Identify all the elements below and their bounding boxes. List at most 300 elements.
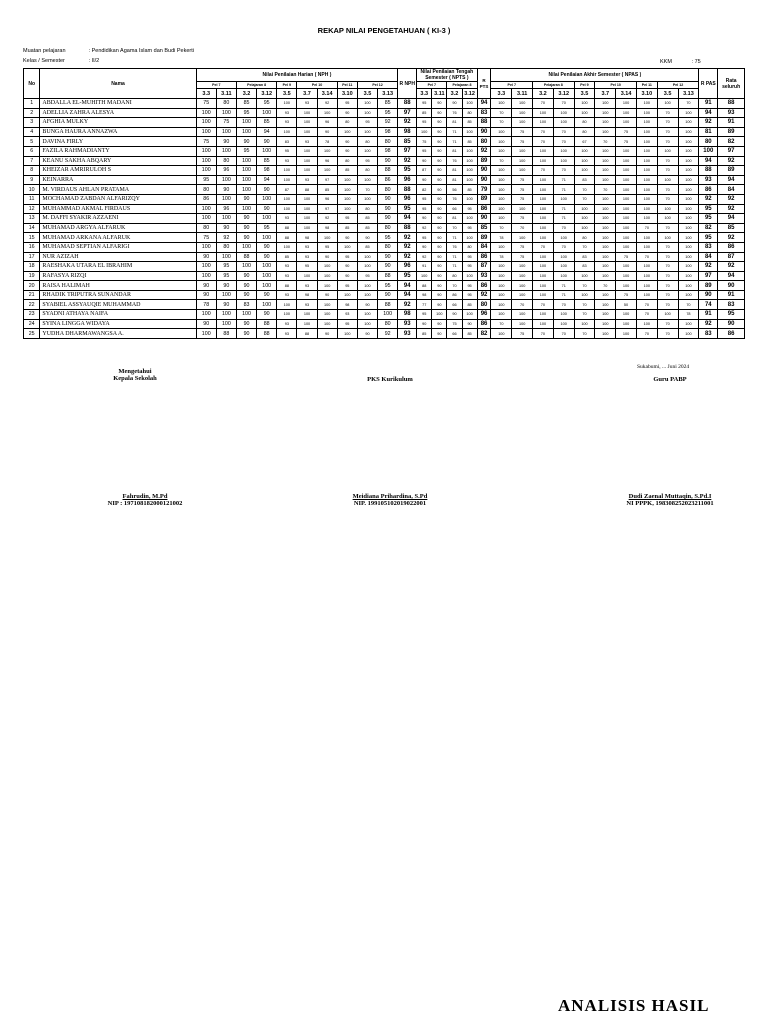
nph-score: 98 <box>337 300 357 310</box>
nph-score: 86 <box>196 194 216 204</box>
nph-score: 94 <box>257 175 277 185</box>
nph-score: 90 <box>196 252 216 262</box>
npas-score: 100 <box>491 166 512 176</box>
nph-kd-code: 3.3 <box>196 89 216 99</box>
npas-score: 70 <box>574 185 595 195</box>
nph-score: 80 <box>378 223 398 233</box>
npas-score: 100 <box>553 146 574 156</box>
npas-group-label: Pelajaran 8 <box>533 82 575 89</box>
nph-score: 90 <box>337 108 357 118</box>
npas-score: 100 <box>636 319 657 329</box>
npas-kd-code: 3.10 <box>636 89 657 99</box>
npas-score: 100 <box>491 137 512 147</box>
npas-score: 100 <box>533 108 554 118</box>
npas-group-label: Pel 7 <box>491 82 533 89</box>
rpas-score: 100 <box>699 146 718 156</box>
nph-score: 100 <box>257 194 277 204</box>
npas-score: 100 <box>533 223 554 233</box>
npts-kd-code: 3.3 <box>417 89 432 99</box>
rpas-score: 83 <box>699 242 718 252</box>
npts-score: 77 <box>417 300 432 310</box>
nph-score: 92 <box>378 118 398 128</box>
npas-score: 100 <box>636 281 657 291</box>
npas-group-label: Pel 12 <box>657 82 699 89</box>
npas-score: 100 <box>636 118 657 128</box>
nph-score: 95 <box>378 233 398 243</box>
table-row <box>24 281 745 291</box>
npts-score: 100 <box>462 175 477 185</box>
npas-score: 80 <box>574 127 595 137</box>
nph-score: 95 <box>257 223 277 233</box>
nph-score: 90 <box>216 281 236 291</box>
nph-score: 96 <box>216 166 236 176</box>
average-score: 88 <box>718 99 745 109</box>
nph-score: 85 <box>257 156 277 166</box>
nph-score: 90 <box>236 137 256 147</box>
rpts-score: 84 <box>477 242 491 252</box>
nph-score: 90 <box>257 290 277 300</box>
npas-score: 70 <box>574 329 595 339</box>
npts-score: 90 <box>432 127 447 137</box>
nph-score: 78 <box>317 137 337 147</box>
nph-score: 93 <box>277 214 297 224</box>
npas-score: 100 <box>553 233 574 243</box>
nph-score: 92 <box>317 99 337 109</box>
average-score: 92 <box>718 156 745 166</box>
nph-score: 90 <box>236 194 256 204</box>
npas-score: 100 <box>657 310 678 320</box>
npas-score: 100 <box>574 271 595 281</box>
npts-score: 95 <box>417 99 432 109</box>
nph-score: 85 <box>277 252 297 262</box>
npas-score: 70 <box>512 300 533 310</box>
nph-score: 100 <box>297 108 317 118</box>
npts-score: 71 <box>447 137 462 147</box>
nph-score: 90 <box>357 233 377 243</box>
rnph-score: 88 <box>398 223 417 233</box>
headmaster-name: Fahrudin, M.Pd <box>122 493 168 500</box>
nph-kd-code: 3.14 <box>317 89 337 99</box>
nph-score: 100 <box>216 310 236 320</box>
average-score: 94 <box>718 271 745 281</box>
nph-score: 98 <box>297 290 317 300</box>
rpts-score: 89 <box>477 156 491 166</box>
rpas-score: 80 <box>699 137 718 147</box>
curriculum-id: NIP. 199105102019022001 <box>353 500 427 507</box>
nph-score: 100 <box>317 108 337 118</box>
table-row <box>24 204 745 214</box>
npas-score: 100 <box>636 99 657 109</box>
nph-score: 95 <box>337 99 357 109</box>
average-score: 87 <box>718 252 745 262</box>
nph-score: 100 <box>277 300 297 310</box>
nph-score: 93 <box>277 262 297 272</box>
npas-score: 70 <box>657 166 678 176</box>
npts-score: 85 <box>462 300 477 310</box>
kkm-label: KKM <box>660 59 672 65</box>
npas-score: 100 <box>553 271 574 281</box>
npas-score: 100 <box>491 185 512 195</box>
npts-score: 66 <box>447 329 462 339</box>
npas-score: 100 <box>616 319 637 329</box>
student-name: SYADNI ATHAYA NAIFA <box>40 310 196 320</box>
average-score: 89 <box>718 127 745 137</box>
student-name: M. VIRDAUS AHLAN PRATAMA <box>40 185 196 195</box>
nph-score: 100 <box>317 262 337 272</box>
npas-score: 100 <box>491 242 512 252</box>
npts-score: 85 <box>462 185 477 195</box>
nph-score: 93 <box>297 300 317 310</box>
nph-score: 100 <box>277 310 297 320</box>
nph-score: 100 <box>337 204 357 214</box>
table-row <box>24 156 745 166</box>
table-row <box>24 242 745 252</box>
nph-score: 90 <box>236 329 256 339</box>
table-row <box>24 329 745 339</box>
student-no: 11 <box>24 194 40 204</box>
nph-score: 90 <box>378 262 398 272</box>
npas-score: 100 <box>512 204 533 214</box>
npas-score: 100 <box>678 281 699 291</box>
npts-score: 90 <box>417 319 432 329</box>
npas-score: 100 <box>595 252 616 262</box>
rpts-score: 86 <box>477 319 491 329</box>
nph-score: 95 <box>337 319 357 329</box>
npts-score: 66 <box>447 204 462 214</box>
nph-score: 100 <box>257 281 277 291</box>
nph-score: 100 <box>196 329 216 339</box>
nph-score: 100 <box>196 166 216 176</box>
nph-score: 95 <box>357 271 377 281</box>
npas-score: 100 <box>533 252 554 262</box>
npts-score: 90 <box>417 156 432 166</box>
rnph-score: 97 <box>398 108 417 118</box>
nph-score: 100 <box>257 300 277 310</box>
average-score: 92 <box>718 204 745 214</box>
nph-score: 90 <box>236 281 256 291</box>
rnph-score: 95 <box>398 271 417 281</box>
npas-score: 100 <box>678 175 699 185</box>
average-score: 97 <box>718 146 745 156</box>
rpts-score: 80 <box>477 300 491 310</box>
npas-score: 100 <box>553 108 574 118</box>
npas-score: 100 <box>595 310 616 320</box>
nph-score: 95 <box>196 175 216 185</box>
npas-score: 100 <box>491 194 512 204</box>
npts-score: 86 <box>447 290 462 300</box>
student-name: MUHAMAD ARKANA ALFARUK <box>40 233 196 243</box>
npas-score: 100 <box>574 146 595 156</box>
headmaster-id: NIP : 197108182000121002 <box>107 500 183 507</box>
rpts-score: 82 <box>477 329 491 339</box>
npas-score: 100 <box>595 271 616 281</box>
npas-score: 100 <box>678 118 699 128</box>
student-no: 24 <box>24 319 40 329</box>
npts-score: 95 <box>417 204 432 214</box>
npts-score: 90 <box>432 166 447 176</box>
npas-score: 100 <box>512 108 533 118</box>
nph-score: 93 <box>297 242 317 252</box>
npas-score: 100 <box>678 329 699 339</box>
npas-score: 100 <box>636 271 657 281</box>
nph-score: 100 <box>317 166 337 176</box>
class-value: : II/2 <box>88 58 100 64</box>
nph-score: 100 <box>337 329 357 339</box>
average-score: 93 <box>718 108 745 118</box>
npas-score: 100 <box>595 99 616 109</box>
curriculum-name: Meidiana Prihardina, S.Pd <box>352 493 428 500</box>
table-row <box>24 127 745 137</box>
npts-score: 76 <box>447 242 462 252</box>
nph-score: 93 <box>277 329 297 339</box>
npts-score: 75 <box>417 137 432 147</box>
nph-score: 100 <box>216 146 236 156</box>
table-row <box>24 310 745 320</box>
teacher-title: Guru PABP <box>653 376 687 383</box>
nph-kd-code: 3.7 <box>297 89 317 99</box>
npts-score: 92 <box>417 223 432 233</box>
npts-score: 92 <box>417 252 432 262</box>
rnph-score: 96 <box>398 262 417 272</box>
nph-score: 96 <box>317 194 337 204</box>
nph-score: 100 <box>337 175 357 185</box>
class-label: Kelas / Semester <box>23 58 65 64</box>
npas-score: 100 <box>533 290 554 300</box>
npas-score: 75 <box>512 175 533 185</box>
npas-kd-code: 3.2 <box>533 89 554 99</box>
nph-group-label: Pel 11 <box>337 82 357 89</box>
nph-score: 100 <box>277 166 297 176</box>
rpas-score: 90 <box>699 290 718 300</box>
nph-score: 93 <box>297 137 317 147</box>
npts-kd-code: 3.12 <box>462 89 477 99</box>
npts-score: 95 <box>417 310 432 320</box>
student-name: RAFASYA RIZQI <box>40 271 196 281</box>
nph-kd-code: 3.12 <box>257 89 277 99</box>
nph-score: 98 <box>297 233 317 243</box>
npas-score: 67 <box>574 137 595 147</box>
nph-score: 98 <box>257 166 277 176</box>
npas-score: 100 <box>636 156 657 166</box>
nph-score: 100 <box>357 127 377 137</box>
nph-score: 90 <box>317 290 337 300</box>
npts-score: 90 <box>432 242 447 252</box>
student-name: KHEIZAR AMRIRULOH S <box>40 166 196 176</box>
npas-score: 100 <box>533 262 554 272</box>
nph-score: 88 <box>257 319 277 329</box>
npas-group-label: Pel 11 <box>636 82 657 89</box>
nph-group-label: Pel 10 <box>297 82 337 89</box>
student-no: 1 <box>24 99 40 109</box>
nph-score: 80 <box>357 166 377 176</box>
npas-score: 70 <box>553 166 574 176</box>
npts-score: 95 <box>417 194 432 204</box>
rpts-score: 92 <box>477 290 491 300</box>
rpas-score: 92 <box>699 319 718 329</box>
npas-kd-code: 3.14 <box>616 89 637 99</box>
npts-score: 81 <box>447 118 462 128</box>
header-no: No <box>24 69 40 99</box>
npas-score: 70 <box>553 242 574 252</box>
nph-score: 100 <box>216 194 236 204</box>
table-row <box>24 271 745 281</box>
nph-group-label: Pelajaran 8 <box>236 82 276 89</box>
npas-score: 70 <box>657 118 678 128</box>
table-row <box>24 108 745 118</box>
npts-score: 100 <box>432 310 447 320</box>
npas-score: 100 <box>636 127 657 137</box>
npts-score: 70 <box>447 281 462 291</box>
npts-score: 95 <box>462 204 477 214</box>
nph-score: 90 <box>216 223 236 233</box>
npas-score: 100 <box>533 156 554 166</box>
nph-score: 100 <box>357 194 377 204</box>
nph-score: 95 <box>337 214 357 224</box>
nph-score: 100 <box>216 252 236 262</box>
nph-score: 100 <box>317 310 337 320</box>
npas-score: 70 <box>533 242 554 252</box>
npas-score: 70 <box>512 223 533 233</box>
npas-score: 100 <box>491 271 512 281</box>
rpts-score: 88 <box>477 118 491 128</box>
npas-score: 100 <box>491 214 512 224</box>
npas-score: 100 <box>616 118 637 128</box>
npts-score: 66 <box>447 300 462 310</box>
npas-score: 100 <box>574 166 595 176</box>
npas-score: 70 <box>636 223 657 233</box>
npas-score: 100 <box>616 262 637 272</box>
student-no: 5 <box>24 137 40 147</box>
npas-score: 100 <box>636 262 657 272</box>
npts-score: 90 <box>432 252 447 262</box>
npas-score: 100 <box>512 166 533 176</box>
nph-score: 100 <box>357 146 377 156</box>
npts-score: 100 <box>462 127 477 137</box>
rpts-score: 86 <box>477 281 491 291</box>
nph-score: 92 <box>216 233 236 243</box>
rpts-score: 80 <box>477 137 491 147</box>
student-no: 19 <box>24 271 40 281</box>
npas-score: 70 <box>657 281 678 291</box>
nph-score: 75 <box>196 99 216 109</box>
nph-score: 85 <box>337 166 357 176</box>
npas-score: 100 <box>533 214 554 224</box>
student-name: SYINA LINGGA WIDAYA <box>40 319 196 329</box>
nph-kd-code: 3.10 <box>337 89 357 99</box>
nph-score: 100 <box>317 233 337 243</box>
npas-score: 70 <box>491 108 512 118</box>
npas-score: 100 <box>678 194 699 204</box>
nph-score: 90 <box>236 319 256 329</box>
npas-score: 70 <box>491 319 512 329</box>
rpts-score: 96 <box>477 310 491 320</box>
npts-group-label: Pelajaran 8 <box>447 82 477 89</box>
rpas-score: 92 <box>699 194 718 204</box>
npas-score: 70 <box>574 300 595 310</box>
npts-score: 70 <box>447 223 462 233</box>
npts-score: 85 <box>417 108 432 118</box>
nph-score: 100 <box>357 252 377 262</box>
npas-score: 100 <box>512 281 533 291</box>
npas-score: 100 <box>678 185 699 195</box>
npas-score: 100 <box>595 223 616 233</box>
npas-score: 70 <box>574 310 595 320</box>
npas-score: 100 <box>678 233 699 243</box>
npas-score: 100 <box>595 146 616 156</box>
npts-score: 90 <box>432 300 447 310</box>
npts-score: 75 <box>447 319 462 329</box>
rpas-score: 97 <box>699 271 718 281</box>
npts-score: 76 <box>447 156 462 166</box>
nph-score: 86 <box>378 175 398 185</box>
npas-score: 70 <box>491 118 512 128</box>
rpts-score: 94 <box>477 99 491 109</box>
student-no: 17 <box>24 252 40 262</box>
nph-score: 90 <box>216 137 236 147</box>
npas-score: 100 <box>678 137 699 147</box>
nph-score: 95 <box>236 108 256 118</box>
npas-score: 100 <box>553 194 574 204</box>
npas-score: 100 <box>553 252 574 262</box>
nph-score: 100 <box>317 146 337 156</box>
npts-score: 90 <box>417 242 432 252</box>
npas-score: 70 <box>595 281 616 291</box>
npas-score: 100 <box>657 233 678 243</box>
student-name: MUHAMMAD AKMAL FIRDAUS <box>40 204 196 214</box>
npas-score: 100 <box>678 271 699 281</box>
npas-score: 70 <box>533 127 554 137</box>
rnph-score: 94 <box>398 290 417 300</box>
header-npas: Nilai Penilaian Akhir Semester ( NPAS ) <box>491 69 699 82</box>
nph-score: 100 <box>297 146 317 156</box>
average-score: 94 <box>718 175 745 185</box>
npas-score: 100 <box>616 146 637 156</box>
nph-score: 97 <box>317 204 337 214</box>
average-score: 91 <box>718 118 745 128</box>
nph-score: 100 <box>297 194 317 204</box>
rpas-score: 94 <box>699 156 718 166</box>
npas-score: 100 <box>553 262 574 272</box>
nph-score: 100 <box>236 185 256 195</box>
table-row <box>24 262 745 272</box>
nph-score: 93 <box>297 99 317 109</box>
npts-score: 90 <box>432 146 447 156</box>
header-rpts: R PTS <box>477 69 491 99</box>
student-name: KEINARRA <box>40 175 196 185</box>
npts-score: 90 <box>432 156 447 166</box>
nph-score: 93 <box>277 290 297 300</box>
average-score: 95 <box>718 310 745 320</box>
nph-score: 90 <box>216 185 236 195</box>
npas-score: 100 <box>533 319 554 329</box>
curriculum-sign <box>305 493 475 507</box>
npts-score: 90 <box>432 175 447 185</box>
npas-score: 100 <box>636 194 657 204</box>
npas-score: 83 <box>574 252 595 262</box>
npas-score: 100 <box>491 329 512 339</box>
nph-score: 95 <box>277 146 297 156</box>
npts-score: 81 <box>447 214 462 224</box>
nph-score: 90 <box>378 194 398 204</box>
student-no: 20 <box>24 281 40 291</box>
npas-score: 70 <box>657 137 678 147</box>
nph-score: 90 <box>337 137 357 147</box>
npts-score: 100 <box>462 146 477 156</box>
npas-score: 80 <box>574 233 595 243</box>
subject-label: Muatan pelajaran <box>23 48 66 54</box>
nph-score: 95 <box>216 262 236 272</box>
nph-score: 85 <box>337 223 357 233</box>
